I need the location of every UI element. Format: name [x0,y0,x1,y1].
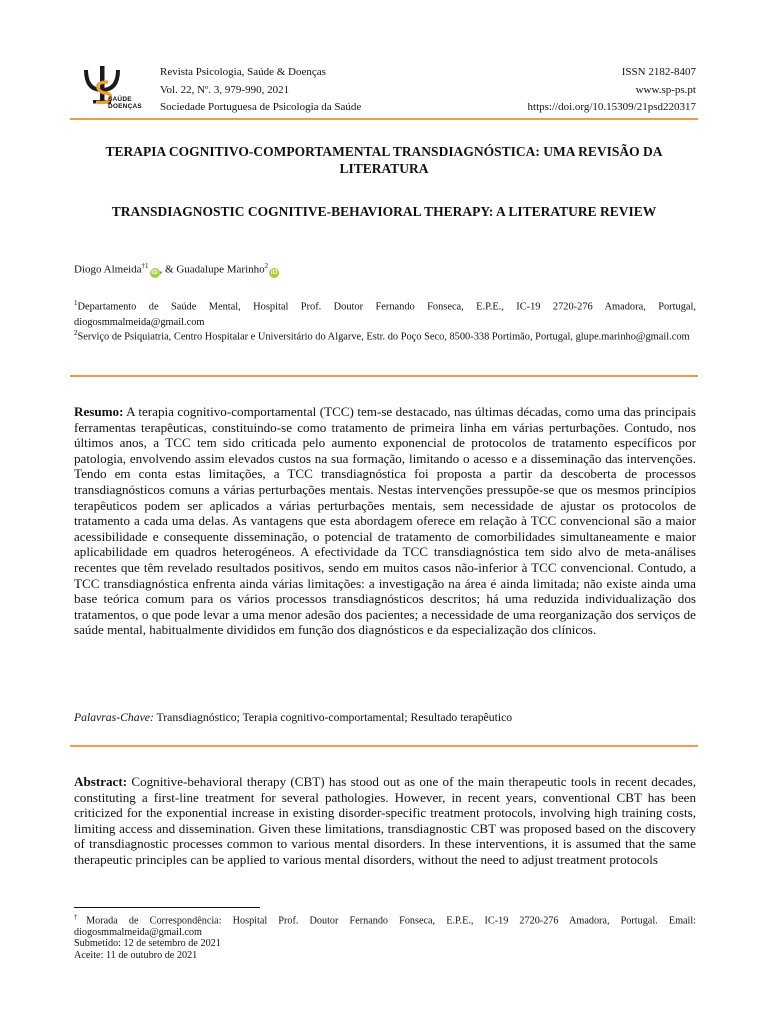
resumo-text: A terapia cognitivo-comportamental (TCC) tem-se destacado, nas últimas décadas, como uma das principais ferramentas terapêuticas, constituindo-se como tratamento de primeira linha em várias perturbações. Contudo, nos últimos anos, a TCC tem sido criticada pelo aumento exponencial de protocolos de tratamento específicos por patologia, envolvendo assim elevados custos na sua formação, limitando o acesso e a disseminação das intervenções. Tendo em conta estas limitações, a TCC transdiagnóstica foi proposta a partir da descoberta de processos transdiagnósticos comuns a várias perturbações mentais. Nestas intervenções pressupõe-se que os mesmos princípios terapêuticos podem ser aplicados a várias perturbações mentais, sem necessidade de ajustar os protocolos de tratamento a cada uma delas. As vantagens que esta abordagem oferece em relação à TCC convencional são a maior acessibilidade e consequente disseminação, o potencial de tratamento de comorbilidades simultaneamente e maior aplicabilidade em quadros heterogéneos. A efectividade da TCC transdiagnóstica tem sido alvo de meta-análises recentes que têm revelado resultados positivos, sendo em muitos casos não-inferior à TCC convencional. Contudo, a TCC transdiagnóstica enfrenta ainda várias limitações: a investigação na área é ainda limitada; não existe ainda uma base teórica comum para os vários processos transdiagnósticos descritos; há uma reduzida individualização dos tratamentos, o que pode levar a uma menor adesão dos pacientes; a necessidade de uma reorganização dos serviços de saúde mental, habitualmente divididos em função dos diagnósticos e da especialização dos clínicos. [74,404,696,638]
keywords-text: Transdiagnóstico; Terapia cognitivo-comportamental; Resultado terapêutico [153,711,513,724]
author-separator: , & [159,263,177,276]
journal-volume: Vol. 22, Nº. 3, 979-990, 2021 [160,83,290,96]
abstract-paragraph [74,774,696,868]
keywords [74,710,696,726]
keywords-label: Palavras-Chave: [74,711,154,724]
abstract-label: Abstract: [74,774,128,789]
section-divider [70,745,698,747]
submitted-date: Submetido: 12 de setembro de 2021 [74,938,221,950]
author-superscript: 2 [264,262,269,270]
journal-society: Sociedade Portuguesa de Psicologia da Saúde [160,101,362,113]
title-english: TRANSDIAGNOSTIC COGNITIVE-BEHAVIORAL THERAPY: A LITERATURE REVIEW [111,204,657,219]
affiliation-text: Serviço de Psiquiatria, Centro Hospitalar e Universitário do Algarve, Estr. do Poço Seco, 8500-338 Portimão, Portugal, glupe.marinho@gmail.com [77,331,690,343]
doi-link[interactable]: https://doi.org/10.15309/21psd220317 [527,101,696,113]
footnote [74,912,696,961]
footnote-mark: † [74,913,87,921]
journal-links [528,64,696,117]
logo-text: SAÚDE DOENÇAS [108,96,142,110]
author-name: Guadalupe Marinho [176,263,265,276]
author-line [74,262,279,278]
issn: ISSN 2182-8407 [621,66,696,78]
resumo-paragraph [74,404,696,638]
affiliation-1 [74,296,696,330]
correspondence-note [74,912,696,938]
author-name: Diogo Almeida [74,263,142,276]
website-link[interactable]: www.sp-ps.pt [635,83,696,96]
journal-info [160,64,361,117]
journal-name: Revista Psicologia, Saúde & Doenças [160,66,326,78]
abstract-text: Cognitive-behavioral therapy (CBT) has stood out as one of the main therapeutic tools in recent decades, constituting a first-line treatment for several pathologies. However, in recent years, conventional CBT has been criticized for the exponential increase in existing disorder-specific treatment protocols, involving high training costs, limiting access and dissemination. Given these limitations, transdiagnostic CBT was proposed based on the discovery of transdiagnostic processes common to various mental disorders. In these interventions, it is assumed that the same therapeutic principles can be applied to various mental disorders, without the need to adjust treatment protocols [74,774,696,867]
orcid-icon[interactable]: iD [151,268,158,276]
orcid-icon[interactable]: iD [270,268,278,276]
section-divider [70,375,698,377]
affiliation-2 [74,326,696,345]
resumo-label: Resumo: [74,404,124,419]
accepted-date: Aceite: 11 de outubro de 2021 [74,949,198,961]
affiliation-number: 1 [74,299,78,307]
affiliation-text: Departamento de Saúde Mental, Hospital Prof. Doutor Fernando Fonseca, E.P.E., IC-19 2720-276 Amadora, Portugal, diogosmmalmeida@gmail.com [74,301,696,328]
title-portuguese: TERAPIA COGNITIVO-COMPORTAMENTAL TRANSDIAGNÓSTICA: UMA REVISÃO DA LITERATURA [105,144,663,176]
header-divider [70,118,698,120]
footnote-divider [74,907,260,908]
author-superscript: †1 [141,262,149,270]
affiliation-number: 2 [74,329,78,337]
correspondence-text: Morada de Correspondência: Hospital Prof. Doutor Fernando Fonseca, E.P.E., IC-19 2720-276 Amadora, Portugal. Email: diogosmmalmeida@gmail.com [74,915,696,938]
